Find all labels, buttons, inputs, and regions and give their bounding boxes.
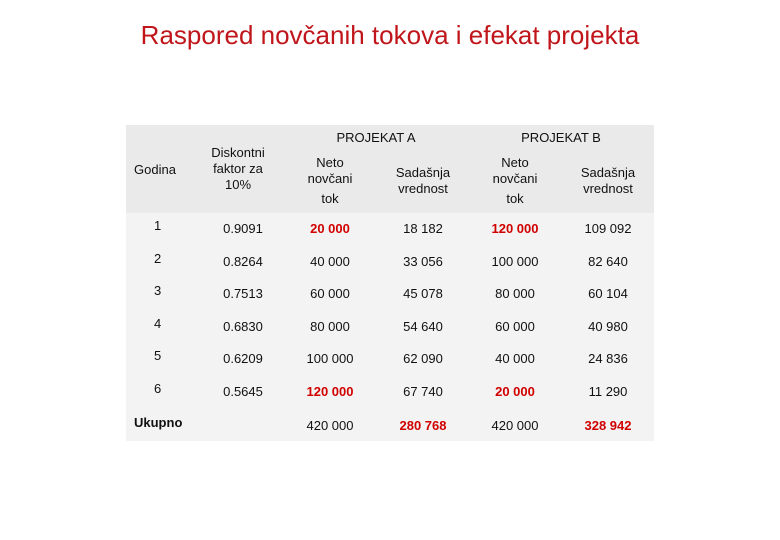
cell-factor: 0.6830 [223,318,263,334]
cell-sad-b: 40 980 [588,318,628,334]
cell-sad-b: 24 836 [588,351,628,367]
cell-neto-b: 80 000 [495,286,535,302]
cell-neto-b: 100 000 [491,253,539,269]
page-title: Raspored novčanih tokova i efekat projekta [140,20,640,50]
total-sadasnja-b: 328 942 [584,418,632,433]
cell-year: 4 [154,315,162,331]
cell-neto-b: 60 000 [495,318,535,334]
cell-factor: 0.7513 [223,286,263,302]
cell-neto-a: 20 000 [310,221,350,236]
cell-sad-b: 11 290 [588,384,628,399]
header-projekat-a: PROJEKAT A [336,130,416,145]
cell-neto-a: 80 000 [310,318,350,334]
total-neto-a: 420 000 [306,418,354,433]
total-sadasnja-a: 280 768 [399,418,447,433]
header-neto-b: Neto novčani tok [492,155,538,206]
cell-factor: 0.9091 [223,221,263,236]
header-sadasnja-b: Sadašnja vrednost [580,165,636,196]
cell-sad-a: 67 740 [403,384,443,399]
header-godina: Godina [134,162,176,177]
cell-year: 6 [154,381,162,396]
cell-neto-b: 20 000 [495,384,535,399]
total-neto-b: 420 000 [491,418,539,433]
cell-neto-a: 60 000 [310,286,350,302]
cell-sad-a: 62 090 [403,351,443,367]
cell-sad-a: 18 182 [403,221,443,236]
header-diskontni: Diskontni faktor za 10% [211,145,265,192]
cell-neto-b: 120 000 [491,221,539,236]
cell-sad-a: 45 078 [403,286,443,302]
cell-neto-a: 100 000 [306,351,354,367]
cell-sad-a: 33 056 [403,253,443,269]
header-neto-a: Neto novčani tok [307,155,353,206]
cell-factor: 0.5645 [223,384,263,399]
header-sadasnja-a: Sadašnja vrednost [395,165,451,196]
cell-year: 3 [154,283,162,299]
cell-sad-a: 54 640 [403,318,443,334]
cash-flow-table [126,125,654,441]
cell-neto-a: 120 000 [306,384,354,399]
header-projekat-b: PROJEKAT B [521,130,601,145]
cell-sad-b: 109 092 [584,221,632,236]
cell-factor: 0.6209 [223,351,263,367]
cell-year: 2 [154,250,162,266]
cell-year: 1 [154,218,162,233]
cell-neto-b: 40 000 [495,351,535,367]
cell-neto-a: 40 000 [310,253,350,269]
cell-factor: 0.8264 [223,253,263,269]
cell-sad-b: 82 640 [588,253,628,269]
total-label: Ukupno [134,415,183,430]
cell-sad-b: 60 104 [588,286,628,302]
cell-year: 5 [154,348,162,364]
